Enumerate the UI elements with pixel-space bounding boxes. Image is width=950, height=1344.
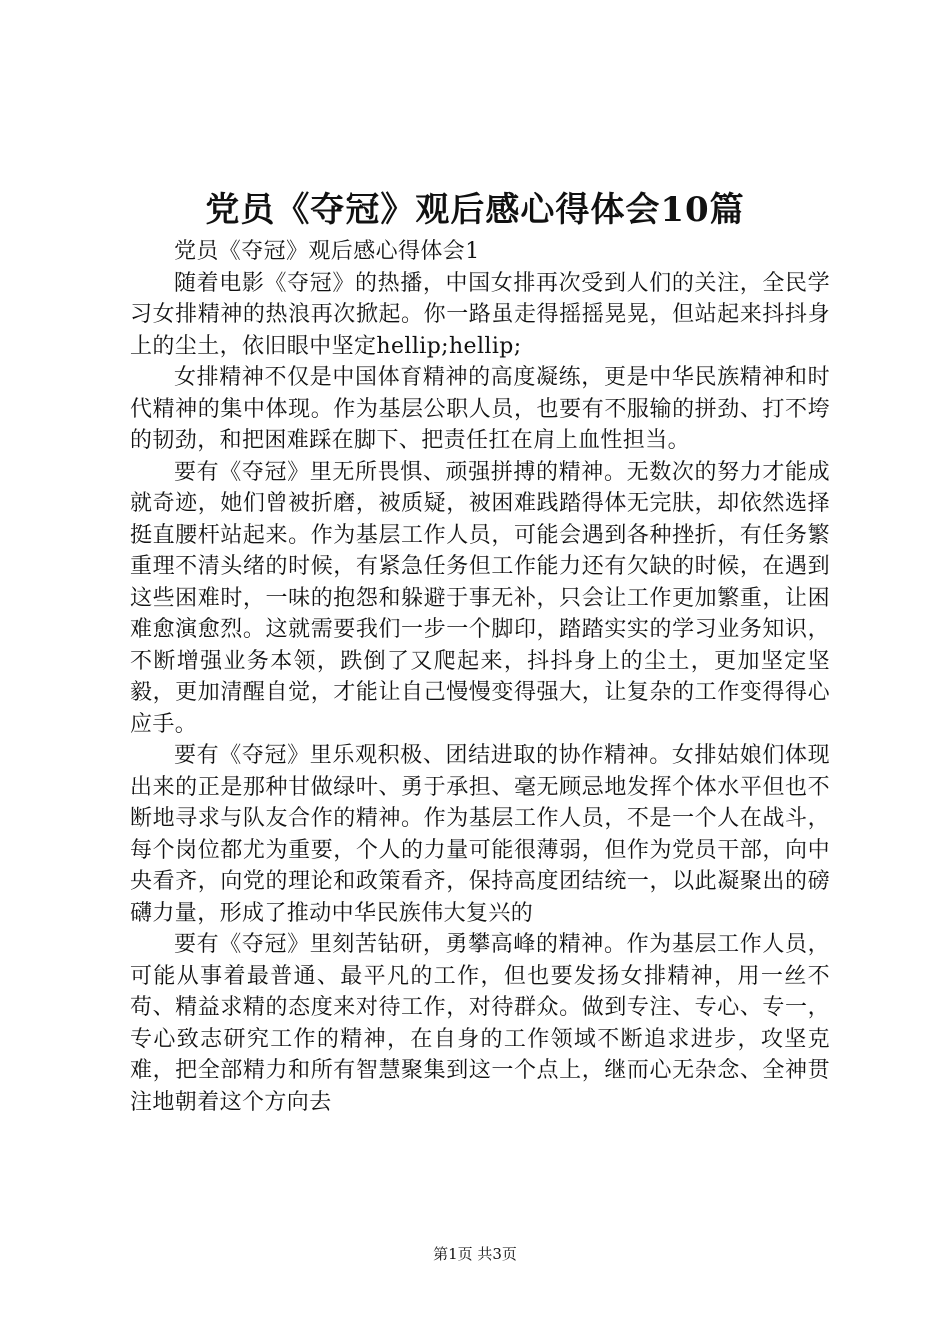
- paragraph-2: 女排精神不仅是中国体育精神的高度凝练，更是中华民族精神和时代精神的集中体现。作为基层公职人员，也要有不服输的拼劲、打不垮的韧劲，和把困难踩在脚下、把责任扛在肩上血性担当。: [130, 365, 830, 453]
- document-body: [130, 236, 830, 1118]
- paragraph-4: 要有《夺冠》里乐观积极、团结进取的协作精神。女排姑娘们体现出来的正是那种甘做绿叶、勇于承担、毫无顾忌地发挥个体水平但也不断地寻求与队友合作的精神。作为基层工作人员，不是一个人在战斗，每个岗位都尤为重要，个人的力量可能很薄弱，但作为党员干部，向中央看齐，向党的理论和政策看齐，保持高度团结统一，以此凝聚出的磅礴力量，形成了推动中华民族伟大复兴的: [130, 743, 830, 926]
- paragraph-1: 随着电影《夺冠》的热播，中国女排再次受到人们的关注，全民学习女排精神的热浪再次掀起。你一路虽走得摇摇晃晃，但站起来抖抖身上的尘土，依旧眼中坚定hellip;hellip;: [130, 270, 830, 359]
- section-heading: 党员《夺冠》观后感心得体会1: [174, 239, 480, 264]
- document-title: 党员《夺冠》观后感心得体会10篇: [205, 190, 745, 230]
- paragraph-5: 要有《夺冠》里刻苦钻研，勇攀高峰的精神。作为基层工作人员，可能从事着最普通、最平凡的工作，但也要发扬女排精神，用一丝不苟、精益求精的态度来对待工作，对待群众。做到专注、专心、专一，专心致志研究工作的精神，在自身的工作领域不断追求进步，攻坚克难，把全部精力和所有智慧聚集到这一个点上，继而心无杂念、全神贯注地朝着这个方向去: [130, 932, 830, 1115]
- paragraph-3: 要有《夺冠》里无所畏惧、顽强拼搏的精神。无数次的努力才能成就奇迹，她们曾被折磨，被质疑，被困难践踏得体无完肤，却依然选择挺直腰杆站起来。作为基层工作人员，可能会遇到各种挫折，有任务繁重理不清头绪的时候，有紧急任务但工作能力还有欠缺的时候，在遇到这些困难时，一味的抱怨和躲避于事无补，只会让工作更加繁重，让困难愈演愈烈。这就需要我们一步一个脚印，踏踏实实的学习业务知识，不断增强业务本领，跌倒了又爬起来，抖抖身上的尘土，更加坚定坚毅，更加清醒自觉，才能让自己慢慢变得强大，让复杂的工作变得得心应手。: [130, 459, 830, 737]
- page-number-footer: 第1页 共3页: [433, 1245, 517, 1263]
